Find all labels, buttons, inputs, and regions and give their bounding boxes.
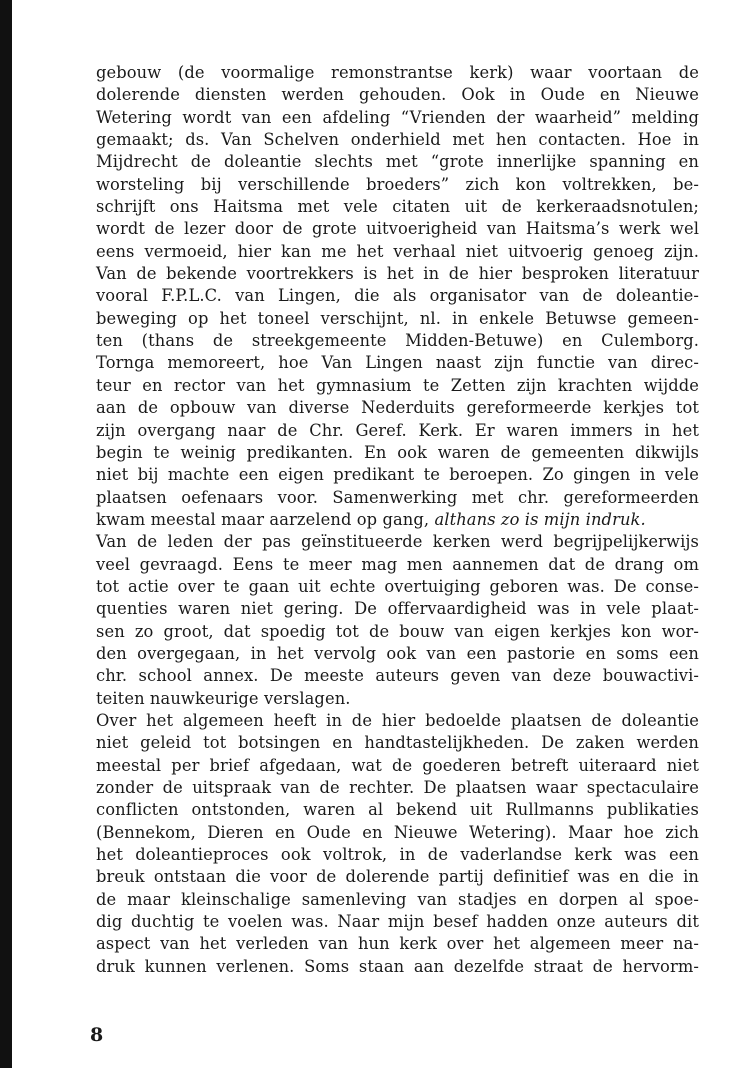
text-line: beweging op het toneel verschijnt, nl. in enkele Betuwse gemeen- [96, 308, 699, 328]
text-line: den overgegaan, in het vervolg ook van een pastorie en soms een [96, 643, 699, 663]
binding-edge [0, 0, 12, 1068]
book-page-text [96, 62, 699, 978]
text-line: wordt de lezer door de grote uitvoerigheid van Haitsma’s werk wel [96, 219, 699, 239]
text-line: conflicten ontstonden, waren al bekend uit Rullmanns publikaties [96, 800, 699, 820]
text-line: niet geleid tot botsingen en handtastelijkheden. De zaken werden [96, 733, 699, 753]
text-line: breuk ontstaan die voor de dolerende partij definitief was en die in [96, 867, 699, 887]
text-line: het doleantieproces ook voltrok, in de vaderlandse kerk was een [96, 845, 699, 865]
text-line: chr. school annex. De meeste auteurs geven van deze bouwactivi- [96, 666, 699, 686]
text-line: worsteling bij verschillende broeders” zich kon voltrekken, be- [96, 174, 699, 194]
text-line [96, 509, 699, 531]
text-line: niet bij machte een eigen predikant te beroepen. Zo gingen in vele [96, 465, 699, 485]
text-line: sen zo groot, dat spoedig tot de bouw van eigen kerkjes kon wor- [96, 621, 699, 641]
text-line: meestal per brief afgedaan, wat de goederen betreft uiteraard niet [96, 755, 699, 775]
text-line: gebouw (de voormalige remonstrantse kerk) waar voortaan de [96, 63, 699, 82]
text-line: teiten nauwkeurige verslagen. [96, 688, 351, 708]
text-line: Over het algemeen heeft in de hier bedoelde plaatsen de doleantie [96, 710, 699, 730]
text-line: Mijdrecht de doleantie slechts met “grote innerlijke spanning en [96, 152, 699, 172]
text-line: begin te weinig predikanten. En ook waren de gemeenten dikwijls [96, 442, 699, 462]
text-line: tot actie over te gaan uit echte overtuiging geboren was. De conse- [96, 576, 699, 596]
text-line: druk kunnen verlenen. Soms staan aan dezelfde straat de hervorm- [96, 956, 699, 976]
text-line: vooral F.P.L.C. van Lingen, die als organisator van de doleantie- [96, 286, 699, 306]
text-line-roman: kwam meestal maar aarzelend op gang, [96, 509, 435, 529]
text-line: de maar kleinschalige samenleving van stadjes en dorpen al spoe- [96, 889, 699, 909]
text-line: schrijft ons Haitsma met vele citaten uit de kerkeraadsnotulen; [96, 197, 699, 217]
text-line: Tornga memoreert, hoe Van Lingen naast zijn functie van direc- [96, 353, 699, 373]
text-line: Van de bekende voortrekkers is het in de hier besproken literatuur [96, 264, 699, 284]
text-line: gemaakt; ds. Van Schelven onderhield met hen contacten. Hoe in [96, 130, 699, 150]
text-line: dig duchtig te voelen was. Naar mijn besef hadden onze auteurs dit [96, 912, 699, 932]
text-line: dolerende diensten werden gehouden. Ook in Oude en Nieuwe [96, 85, 699, 105]
text-line: veel gevraagd. Eens te meer mag men aannemen dat de drang om [96, 554, 699, 574]
text-line: plaatsen oefenaars voor. Samenwerking met chr. gereformeerden [96, 487, 699, 507]
text-line: teur en rector van het gymnasium te Zetten zijn krachten wijdde [96, 375, 699, 395]
page-number: 8 [90, 1024, 104, 1046]
text-line: quenties waren niet gering. De offervaardigheid was in vele plaat- [96, 599, 699, 619]
text-line: (Bennekom, Dieren en Oude en Nieuwe Wetering). Maar hoe zich [96, 822, 699, 842]
italic-remark: althans zo is mijn indruk. [434, 509, 646, 529]
text-line: ten (thans de streekgemeente Midden-Betuwe) en Culemborg. [96, 331, 699, 351]
text-line: aan de opbouw van diverse Nederduits gereformeerde kerkjes tot [96, 398, 699, 418]
text-line: Wetering wordt van een afdeling “Vrienden der waarheid” melding [96, 107, 699, 127]
text-line: eens vermoeid, hier kan me het verhaal niet uitvoerig genoeg zijn. [96, 241, 699, 261]
text-line: Van de leden der pas geïnstitueerde kerken werd begrijpelijkerwijs [96, 532, 699, 552]
text-line: zonder de uitspraak van de rechter. De plaatsen waar spectaculaire [96, 778, 699, 797]
text-line: zijn overgang naar de Chr. Geref. Kerk. Er waren immers in het [96, 420, 699, 440]
text-line: aspect van het verleden van hun kerk over het algemeen meer na- [96, 934, 699, 954]
